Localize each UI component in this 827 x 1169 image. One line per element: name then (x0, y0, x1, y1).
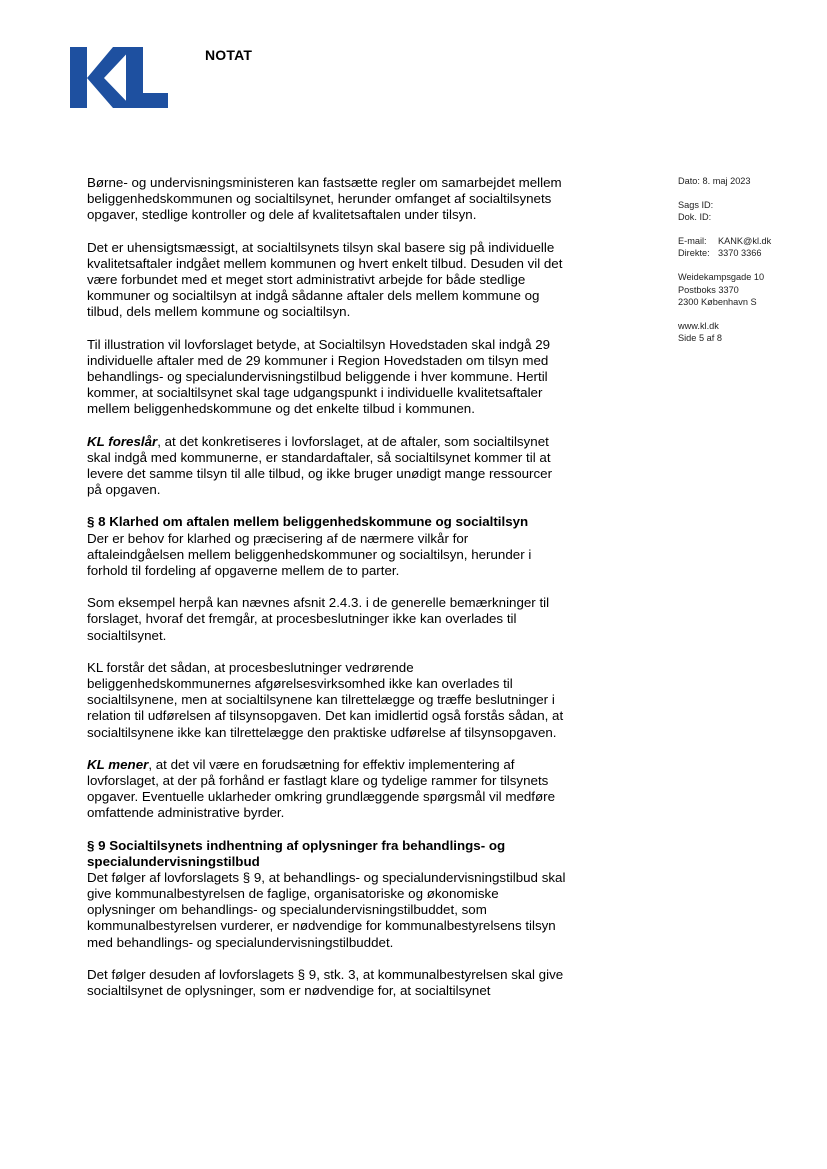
email-label: E-mail: (678, 236, 707, 247)
paragraph: Til illustration vil lovforslaget betyde, at Socialtilsyn Hovedstaden skal indgå 29 individuelle aftaler med de 29 kommuner i Region Hovedstaden om tilsyn med behandlings- og specialundervisningstilbud beliggende i hver kommune. Hertil kommer, at socialtilsynet skal tage udgangspunkt i individuelle kvalitetsaftaler mellem beliggenhedskommune og det enkelte tilbud i kommunen. (87, 336, 551, 417)
phone-label: Direkte: (678, 248, 710, 259)
paragraph-rest: , at det vil være en forudsætning for effektiv implementering af lovforslaget, at der på forhånd er fastlagt klare og tydelige rammer for tilsynets opgaver. Eventuelle uklarheder omkring grundlæggende spørgsmål vil medføre omfattende administrative byrder. (87, 756, 556, 821)
section-heading-9: § 9 Socialtilsynets indhentning af oplysninger fra behandlings- og specialundervisningstilbud (87, 837, 506, 869)
document-type: NOTAT (205, 47, 253, 63)
paragraph-lead: KL mener (87, 756, 149, 772)
address-line-1: Weidekampsgade 10 (678, 272, 765, 283)
document-body (87, 175, 567, 1015)
paragraph: KL forstår det sådan, at procesbeslutninger vedrørende beliggenhedskommunernes afgørelsesvirksomhed ikke kan overlades til socialtilsynene, men at socialtilsynene kan tilrettelægge og træffe beslutninger i relation til udførelsen af tilsynsopgaven. Det kan imidlertid også forstås sådan, at socialtilsynene ikke kan tilrettelægge den praktiske udførelse af tilsynsopgaven. (87, 659, 564, 740)
paragraph: Som eksempel herpå kan nævnes afsnit 2.4.3. i de generelle bemærkninger til forslaget, hvoraf det fremgår, at procesbeslutninger ikke kan overlades til socialtilsynet. (87, 595, 550, 643)
address-line-2: Postboks 3370 (678, 284, 739, 295)
paragraph-kl-opinion (87, 757, 567, 822)
date: Dato: 8. maj 2023 (678, 176, 751, 186)
paragraph-kl-proposal (87, 434, 567, 499)
paragraph-rest: , at det konkretiseres i lovforslaget, at de aftaler, som socialtilsynet skal indgå med kommunerne, er standardaftaler, så socialtilsynet kommer til at levere det samme tilsyn til alle tilbud, og ikke bruger unødigt mange ressourcer på opgaven. (87, 433, 553, 498)
website-link[interactable]: www.kl.dk (678, 320, 719, 331)
address-line-3: 2300 København S (678, 296, 757, 307)
paragraph: Der er behov for klarhed og præcisering af de nærmere vilkår for aftaleindgåelsen mellem beliggenhedskommuner og socialtilsyn, herunder i forhold til fordeling af opgaverne mellem de to parter. (87, 530, 532, 578)
email-value[interactable]: KANK@kl.dk (718, 236, 772, 247)
paragraph: Det følger desuden af lovforslagets § 9, stk. 3, at kommunalbestyrelsen skal give socialtilsynet de oplysninger, som er nødvendige for, at socialtilsynet (87, 966, 564, 999)
section-heading-8: § 8 Klarhed om aftalen mellem beliggenhedskommune og socialtilsyn (87, 514, 529, 530)
phone-value: 3370 3366 (718, 248, 762, 259)
paragraph: Det følger af lovforslagets § 9, at behandlings- og specialundervisningstilbud skal give kommunalbestyrelsen de faglige, organisatoriske og økonomiske oplysninger om behandlings- og specialundervisningstilbuddet, som kommunalbestyrelsen vurderer, er nødvendige for kommunalbestyrelsens tilsyn med behandlings- og specialundervisningstilbuddet. (87, 869, 566, 950)
kl-logo (70, 47, 168, 108)
paragraph: Børne- og undervisningsministeren kan fastsætte regler om samarbejdet mellem beliggenhedskommunen og socialtilsynet, herunder omfanget af socialtilsynets opgaver, stedlige kontroller og dele af kvalitetsaftalen under tilsyn. (87, 175, 562, 223)
paragraph: Det er uhensigtsmæssigt, at socialtilsynets tilsyn skal basere sig på individuelle kvalitetsaftaler indgået mellem kommunen og hvert enkelt tilbud. Desuden vil det være forbundet med et meget stort administrativt arbejde for både stedlige kommuner og socialtilsyn at indgå sådanne aftaler dels mellem kommune og tilbud, dels mellem kommune og socialtilsyn. (87, 239, 563, 320)
paragraph-lead: KL foreslår (87, 433, 158, 449)
sags-id: Sags ID: (678, 200, 714, 211)
sidebar-info (678, 175, 771, 356)
dok-id: Dok. ID: (678, 212, 712, 223)
page-number: Side 5 af 8 (678, 332, 722, 343)
